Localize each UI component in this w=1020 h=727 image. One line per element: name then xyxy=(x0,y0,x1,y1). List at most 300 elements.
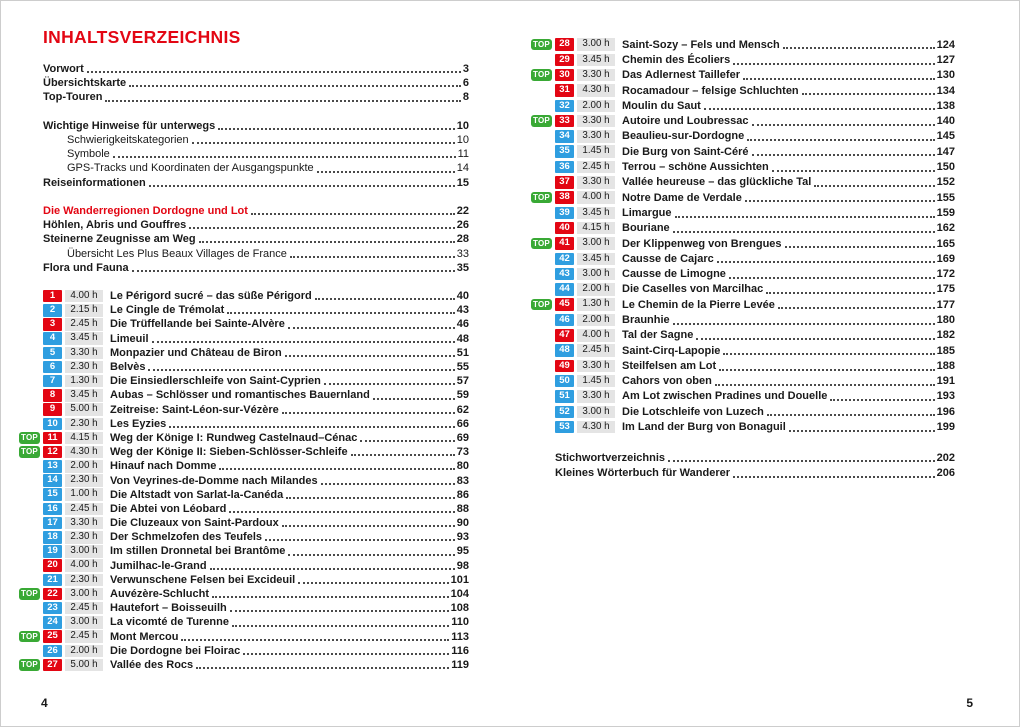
dot-leader xyxy=(129,85,461,87)
tour-duration: 2.00 h xyxy=(65,645,103,658)
tour-number-badge: 49 xyxy=(555,360,574,373)
tour-entry xyxy=(19,346,469,360)
tour-number-badge: 51 xyxy=(555,390,574,403)
tour-title: Vallée des Rocs xyxy=(110,658,194,671)
tour-list-left xyxy=(21,289,469,672)
tour-duration: 2.45 h xyxy=(65,630,103,643)
toc-entry xyxy=(43,218,469,232)
tour-page: 93 xyxy=(456,531,469,544)
tour-number-badge: 9 xyxy=(43,403,62,416)
tour-title: Autoire und Loubressac xyxy=(622,115,749,128)
tour-duration: 1.00 h xyxy=(65,488,103,501)
tour-entry xyxy=(531,282,955,297)
tour-number-badge: 42 xyxy=(555,253,574,266)
toc-entry xyxy=(43,147,469,161)
toc-entry-page: 11 xyxy=(457,148,469,161)
tour-number-badge: 10 xyxy=(43,418,62,431)
tour-number-badge: 45 xyxy=(555,298,574,311)
tour-page: 169 xyxy=(936,252,955,265)
tour-number-badge: 38 xyxy=(555,191,574,204)
tour-entry xyxy=(531,113,955,128)
dot-leader xyxy=(192,142,455,144)
dot-leader xyxy=(290,256,455,258)
dot-leader xyxy=(152,341,455,343)
top-badge: TOP xyxy=(19,631,40,643)
tour-number-badge: 37 xyxy=(555,176,574,189)
tour-duration: 3.30 h xyxy=(577,360,615,373)
tour-page: 127 xyxy=(936,53,955,66)
tour-page: 134 xyxy=(936,84,955,97)
tour-number-badge: 30 xyxy=(555,69,574,82)
tour-number-badge: 7 xyxy=(43,375,62,388)
toc-entry-label: Top-Touren xyxy=(43,91,103,104)
top-badge: TOP xyxy=(531,39,552,51)
tour-number-badge: 41 xyxy=(555,237,574,250)
tour-page: 104 xyxy=(450,588,469,601)
tour-title: Die Burg von Saint-Céré xyxy=(622,145,749,158)
dot-leader xyxy=(743,78,935,80)
tour-title: Das Adlernest Taillefer xyxy=(622,69,740,82)
toc-entry-label: Vorwort xyxy=(43,63,84,76)
tour-number-badge: 50 xyxy=(555,375,574,388)
tour-number-badge: 2 xyxy=(43,304,62,317)
tour-entry xyxy=(531,190,955,205)
tour-title: Steilfelsen am Lot xyxy=(622,359,717,372)
tour-duration: 2.15 h xyxy=(65,304,103,317)
dot-leader xyxy=(148,369,454,371)
tour-duration: 3.30 h xyxy=(65,347,103,360)
tour-title: Les Eyzies xyxy=(110,417,167,430)
tour-entry xyxy=(19,516,469,530)
tour-duration: 3.30 h xyxy=(577,115,615,128)
toc-entry xyxy=(43,161,469,175)
tour-title: Mont Mercou xyxy=(110,630,179,643)
page-left xyxy=(21,27,469,672)
dot-leader xyxy=(723,353,934,355)
tour-title: Le Périgord sucré – das süße Périgord xyxy=(110,290,312,303)
tour-title: Von Veyrines-de-Domme nach Milandes xyxy=(110,474,318,487)
tour-number-badge: 33 xyxy=(555,115,574,128)
tour-page: 80 xyxy=(456,460,469,473)
tour-number-badge: 14 xyxy=(43,474,62,487)
tour-number-badge: 6 xyxy=(43,361,62,374)
tour-number-badge: 15 xyxy=(43,488,62,501)
tour-entry xyxy=(19,615,469,629)
dot-leader xyxy=(673,323,935,325)
dot-leader xyxy=(767,414,935,416)
tour-title: Causse de Cajarc xyxy=(622,252,714,265)
dot-leader xyxy=(286,497,455,499)
tour-number-badge: 36 xyxy=(555,161,574,174)
tour-page: 191 xyxy=(936,375,955,388)
tour-number-badge: 32 xyxy=(555,100,574,113)
tour-entry xyxy=(19,317,469,331)
top-badge-slot xyxy=(19,446,43,458)
toc-entry-label: Symbole xyxy=(67,148,110,161)
dot-leader xyxy=(729,277,935,279)
tour-number-badge: 3 xyxy=(43,318,62,331)
tour-entry xyxy=(531,266,955,281)
tour-duration: 2.00 h xyxy=(577,314,615,327)
tour-entry xyxy=(531,374,955,389)
tour-title: Le Cingle de Trémolat xyxy=(110,304,225,317)
dot-leader xyxy=(251,213,455,215)
tour-title: Moulin du Saut xyxy=(622,99,701,112)
tour-page: 162 xyxy=(936,222,955,235)
tour-duration: 2.45 h xyxy=(65,318,103,331)
tour-page: 55 xyxy=(456,361,469,374)
dot-leader xyxy=(87,71,461,73)
tour-duration: 3.00 h xyxy=(65,545,103,558)
tour-page: 51 xyxy=(456,346,469,359)
toc-entry-label: Übersichtskarte xyxy=(43,77,127,90)
tour-entry xyxy=(19,289,469,303)
tour-page: 73 xyxy=(456,446,469,459)
tour-title: Limargue xyxy=(622,206,672,219)
tour-entry xyxy=(531,328,955,343)
tour-page: 62 xyxy=(456,403,469,416)
tour-entry xyxy=(19,601,469,615)
spacer xyxy=(43,105,469,119)
toc-entry-page: 206 xyxy=(936,466,955,479)
tour-entry xyxy=(19,374,469,388)
dot-leader xyxy=(802,93,935,95)
tour-number-badge: 44 xyxy=(555,283,574,296)
tour-title: Belvès xyxy=(110,361,146,374)
dot-leader xyxy=(752,154,935,156)
dot-leader xyxy=(232,625,449,627)
tour-entry xyxy=(531,358,955,373)
tour-title: Weg der Könige I: Rundweg Castelnaud–Cénac xyxy=(110,431,358,444)
tour-title: Hautefort – Boisseuilh xyxy=(110,602,227,615)
tour-entry xyxy=(531,389,955,404)
tour-title: Am Lot zwischen Pradines und Douelle xyxy=(622,390,828,403)
dot-leader xyxy=(212,596,449,598)
tour-duration: 2.45 h xyxy=(577,161,615,174)
tour-entry xyxy=(531,175,955,190)
tour-duration: 3.00 h xyxy=(65,616,103,629)
tour-duration: 2.00 h xyxy=(577,100,615,113)
tour-entry xyxy=(531,52,955,67)
tour-entry xyxy=(531,159,955,174)
dot-leader xyxy=(315,298,455,300)
dot-leader xyxy=(282,525,455,527)
top-badge-slot xyxy=(531,115,555,127)
tour-page: 110 xyxy=(451,616,469,629)
dot-leader xyxy=(766,292,934,294)
tour-number-badge: 27 xyxy=(43,659,62,672)
toc-entry-label: Höhlen, Abris und Gouffres xyxy=(43,219,187,232)
dot-leader xyxy=(772,170,935,172)
tour-number-badge: 31 xyxy=(555,84,574,97)
toc-entry xyxy=(43,119,469,133)
front-matter-list xyxy=(43,62,469,275)
tour-title: Die Lotschleife von Luzech xyxy=(622,405,764,418)
toc-entry-page: 6 xyxy=(462,77,469,90)
dot-leader xyxy=(814,185,934,187)
tour-title: Vallée heureuse – das glückliche Tal xyxy=(622,176,812,189)
top-badge: TOP xyxy=(531,238,552,250)
tour-entry xyxy=(19,445,469,459)
dot-leader xyxy=(704,108,935,110)
tour-page: 108 xyxy=(450,602,469,615)
tour-number-badge: 1 xyxy=(43,290,62,303)
tour-duration: 1.30 h xyxy=(577,298,615,311)
tour-title: Die Dordogne bei Floirac xyxy=(110,644,241,657)
tour-page: 159 xyxy=(936,206,955,219)
tour-number-badge: 4 xyxy=(43,332,62,345)
tour-title: Die Trüffellande bei Sainte-Alvère xyxy=(110,318,285,331)
toc-entry xyxy=(43,90,469,104)
tour-title: Im stillen Dronnetal bei Brantôme xyxy=(110,545,286,558)
toc-entry xyxy=(43,176,469,190)
tour-entry xyxy=(531,419,955,434)
tour-duration: 4.30 h xyxy=(577,421,615,434)
toc-entry-page: 3 xyxy=(462,63,469,76)
dot-leader xyxy=(199,241,455,243)
toc-entry xyxy=(43,62,469,76)
tour-duration: 2.30 h xyxy=(65,418,103,431)
tour-title: La vicomté de Turenne xyxy=(110,616,229,629)
toc-entry xyxy=(43,204,469,218)
top-badge: TOP xyxy=(19,446,40,458)
tour-page: 180 xyxy=(936,313,955,326)
tour-duration: 4.30 h xyxy=(577,84,615,97)
tour-title: Zeitreise: Saint-Léon-sur-Vézère xyxy=(110,403,279,416)
dot-leader xyxy=(285,355,455,357)
tour-entry xyxy=(531,404,955,419)
tour-number-badge: 46 xyxy=(555,314,574,327)
tour-entry xyxy=(19,587,469,601)
dot-leader xyxy=(243,653,449,655)
tour-duration: 3.30 h xyxy=(577,390,615,403)
tour-entry xyxy=(19,360,469,374)
tour-number-badge: 43 xyxy=(555,268,574,281)
tour-title: Causse de Limogne xyxy=(622,268,726,281)
dot-leader xyxy=(733,476,935,478)
top-badge-slot xyxy=(19,588,43,600)
tour-page: 101 xyxy=(450,573,469,586)
dot-leader xyxy=(321,483,455,485)
toc-entry-page: 10 xyxy=(456,134,469,147)
tour-duration: 1.30 h xyxy=(65,375,103,388)
tour-duration: 4.30 h xyxy=(65,446,103,459)
top-badge: TOP xyxy=(531,115,552,127)
tour-duration: 3.30 h xyxy=(577,69,615,82)
tour-page: 113 xyxy=(451,630,469,643)
tour-duration: 3.30 h xyxy=(65,517,103,530)
tour-page: 119 xyxy=(451,658,469,671)
tour-title: Braunhie xyxy=(622,313,670,326)
tour-duration: 4.00 h xyxy=(65,290,103,303)
tour-duration: 5.00 h xyxy=(65,659,103,672)
tour-duration: 3.00 h xyxy=(577,237,615,250)
tour-duration: 2.30 h xyxy=(65,574,103,587)
tour-page: 83 xyxy=(456,474,469,487)
tour-page: 150 xyxy=(936,161,955,174)
dot-leader xyxy=(717,261,935,263)
dot-leader xyxy=(752,124,935,126)
top-badge-slot xyxy=(531,69,555,81)
tour-number-badge: 22 xyxy=(43,588,62,601)
tour-entry xyxy=(19,630,469,644)
toc-entry-label: Kleines Wörterbuch für Wanderer xyxy=(555,466,731,479)
tour-entry xyxy=(531,205,955,220)
dot-leader xyxy=(169,426,454,428)
tour-duration: 3.45 h xyxy=(65,389,103,402)
toc-entry-page: 35 xyxy=(456,261,469,274)
tour-duration: 1.45 h xyxy=(577,375,615,388)
dot-leader xyxy=(733,63,934,65)
tour-number-badge: 26 xyxy=(43,645,62,658)
tour-entry xyxy=(531,68,955,83)
toc-entry-page: 22 xyxy=(456,204,469,217)
tour-duration: 3.45 h xyxy=(65,332,103,345)
tour-page: 145 xyxy=(936,130,955,143)
dot-leader xyxy=(719,369,935,371)
tour-page: 95 xyxy=(456,545,469,558)
toc-entry-page: 15 xyxy=(456,176,469,189)
dot-leader xyxy=(196,667,449,669)
tour-title: Cahors von oben xyxy=(622,375,712,388)
tour-entry xyxy=(19,431,469,445)
tour-entry xyxy=(19,502,469,516)
top-badge: TOP xyxy=(19,659,40,671)
toc-entry-label: Reiseinformationen xyxy=(43,176,146,189)
tour-duration: 2.00 h xyxy=(65,460,103,473)
dot-leader xyxy=(673,231,935,233)
tour-page: 140 xyxy=(936,115,955,128)
dot-leader xyxy=(210,568,455,570)
tour-entry xyxy=(19,332,469,346)
tour-page: 43 xyxy=(456,304,469,317)
toc-entry xyxy=(43,246,469,260)
tour-title: Limeuil xyxy=(110,332,149,345)
dot-leader xyxy=(288,554,454,556)
top-badge-slot xyxy=(531,299,555,311)
tour-title: Die Abtei von Léobard xyxy=(110,502,227,515)
tour-page: 116 xyxy=(451,644,469,657)
tour-entry xyxy=(19,544,469,558)
tour-title: Le Chemin de la Pierre Levée xyxy=(622,298,775,311)
tour-number-badge: 5 xyxy=(43,347,62,360)
back-matter-list xyxy=(555,435,955,481)
tour-entry xyxy=(19,388,469,402)
tour-entry xyxy=(531,236,955,251)
tour-title: Verwunschene Felsen bei Excideuil xyxy=(110,573,296,586)
dot-leader xyxy=(181,639,449,641)
tour-entry xyxy=(531,144,955,159)
tour-page: 177 xyxy=(936,298,955,311)
tour-title: Der Klippenweg von Brengues xyxy=(622,237,782,250)
tour-page: 182 xyxy=(936,329,955,342)
toc-entry-label: Steinerne Zeugnisse am Weg xyxy=(43,233,196,246)
tour-entry xyxy=(531,129,955,144)
tour-entry xyxy=(531,312,955,327)
tour-title: Notre Dame de Verdale xyxy=(622,191,742,204)
tour-number-badge: 24 xyxy=(43,616,62,629)
dot-leader xyxy=(265,539,455,541)
dot-leader xyxy=(778,307,935,309)
tour-number-badge: 52 xyxy=(555,406,574,419)
tour-duration: 4.15 h xyxy=(65,432,103,445)
tour-entry xyxy=(19,658,469,672)
tour-entry xyxy=(19,573,469,587)
top-badge: TOP xyxy=(531,299,552,311)
spacer xyxy=(555,435,955,450)
top-badge-slot xyxy=(19,432,43,444)
tour-title: Rocamadour – felsige Schluchten xyxy=(622,84,799,97)
tour-page: 193 xyxy=(936,390,955,403)
tour-page: 66 xyxy=(456,417,469,430)
dot-leader xyxy=(830,399,934,401)
top-badge-slot xyxy=(531,39,555,51)
tour-page: 59 xyxy=(456,389,469,402)
top-badge-slot xyxy=(19,631,43,643)
top-badge-slot xyxy=(531,238,555,250)
tour-duration: 2.00 h xyxy=(577,283,615,296)
tour-number-badge: 39 xyxy=(555,207,574,220)
tour-page: 57 xyxy=(456,375,469,388)
dot-leader xyxy=(785,246,935,248)
tour-page: 155 xyxy=(936,191,955,204)
tour-title: Chemin des Écoliers xyxy=(622,53,731,66)
tour-number-badge: 19 xyxy=(43,545,62,558)
tour-page: 199 xyxy=(936,421,955,434)
tour-title: Die Cluzeaux von Saint-Pardoux xyxy=(110,517,279,530)
toc-entry-page: 33 xyxy=(456,247,469,260)
dot-leader xyxy=(288,327,455,329)
tour-number-badge: 18 xyxy=(43,531,62,544)
tour-duration: 4.00 h xyxy=(577,329,615,342)
tour-page: 130 xyxy=(936,69,955,82)
tour-duration: 5.00 h xyxy=(65,403,103,416)
tour-duration: 3.45 h xyxy=(577,54,615,67)
dot-leader xyxy=(113,156,456,158)
tour-duration: 3.30 h xyxy=(577,130,615,143)
tour-title: Die Caselles von Marcilhac xyxy=(622,283,764,296)
tour-page: 147 xyxy=(936,145,955,158)
toc-entry xyxy=(43,76,469,90)
tour-duration: 3.30 h xyxy=(577,176,615,189)
tour-number-badge: 16 xyxy=(43,503,62,516)
toc-entry-label: Die Wanderregionen Dordogne und Lot xyxy=(43,204,248,217)
tour-title: Im Land der Burg von Bonaguil xyxy=(622,421,786,434)
tour-duration: 3.00 h xyxy=(577,406,615,419)
tour-entry xyxy=(531,251,955,266)
toc-entry-page: 28 xyxy=(456,233,469,246)
tour-page: 188 xyxy=(936,359,955,372)
tour-title: Saint-Sozy – Fels und Mensch xyxy=(622,38,780,51)
tour-duration: 3.45 h xyxy=(577,253,615,266)
tour-number-badge: 8 xyxy=(43,389,62,402)
folio-left: 4 xyxy=(41,696,48,710)
tour-title: Die Altstadt von Sarlat-la-Canéda xyxy=(110,488,284,501)
tour-entry xyxy=(19,417,469,431)
tour-number-badge: 28 xyxy=(555,38,574,51)
tour-number-badge: 13 xyxy=(43,460,62,473)
tour-entry xyxy=(531,297,955,312)
tour-duration: 4.00 h xyxy=(577,191,615,204)
tour-entry xyxy=(531,37,955,52)
tour-page: 90 xyxy=(456,517,469,530)
tour-title: Bouriane xyxy=(622,222,670,235)
dot-leader xyxy=(783,47,935,49)
tour-number-badge: 17 xyxy=(43,517,62,530)
tour-page: 165 xyxy=(936,237,955,250)
tour-page: 172 xyxy=(936,268,955,281)
tour-duration: 3.45 h xyxy=(577,207,615,220)
